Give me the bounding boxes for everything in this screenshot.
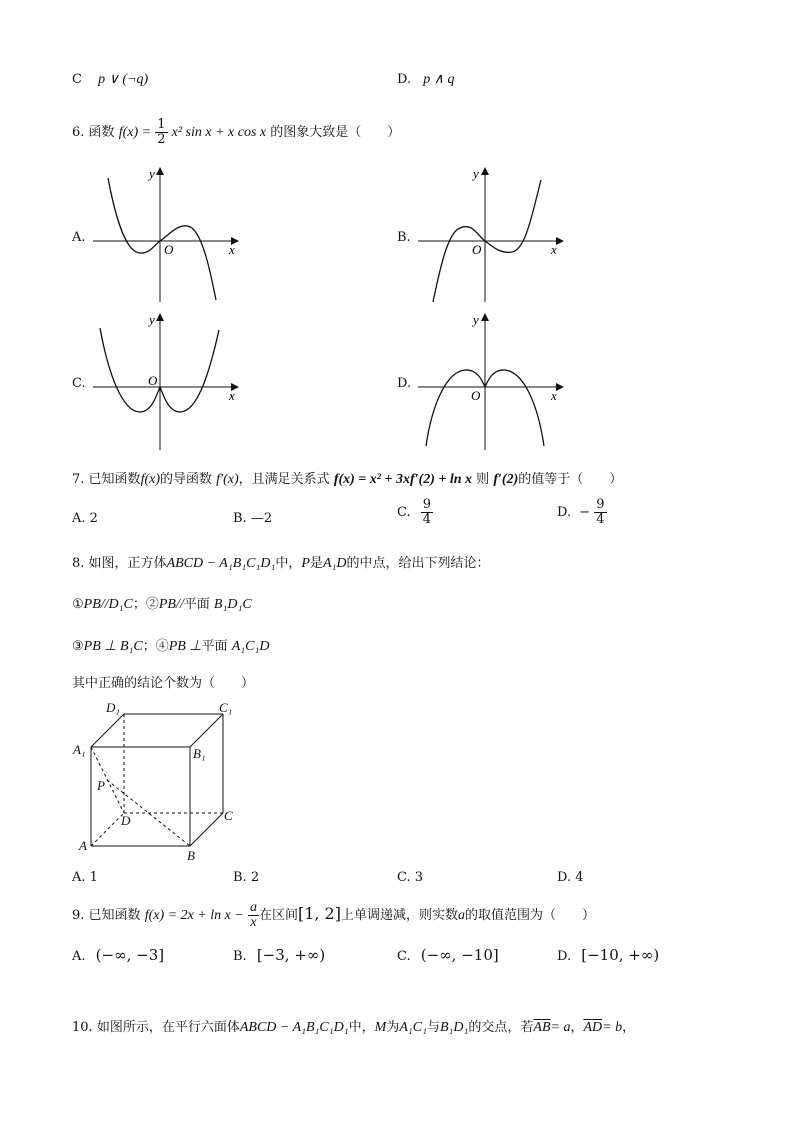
q10-vector-ab: $\overline{AB}$	[533, 1020, 551, 1035]
q7-text2: 的导函数	[160, 472, 213, 487]
q7-fx: f(x)	[140, 472, 160, 487]
q6-half-num: 1	[157, 117, 166, 132]
q10-end: ，	[622, 1020, 636, 1035]
q6-func-rhs: x² sin x + x cos x	[171, 125, 267, 140]
q10-text2: 中，	[348, 1020, 375, 1035]
vertex-b: B	[187, 848, 195, 863]
q7-option-a: A. 2	[72, 511, 98, 526]
y-label: y	[149, 312, 155, 327]
q9-interval: [1, 2]	[297, 904, 341, 923]
q7-option-d-sign: −	[579, 505, 591, 520]
q9-frac-num: a	[249, 900, 257, 915]
q7-text1: 已知函数	[88, 472, 141, 487]
q9-a: a	[457, 908, 465, 923]
q9-option-c-label: C.	[397, 949, 411, 964]
q6-graphs	[0, 0, 794, 460]
q7-option-d	[557, 498, 607, 527]
q7-option-c-fraction	[421, 498, 433, 527]
q9-number: 9.	[72, 908, 85, 923]
q7-fpx: f′(x)	[216, 472, 239, 487]
q9-option-d-value: [−10, +∞)	[581, 946, 660, 964]
q9-option-a	[72, 946, 164, 964]
y-label: y	[149, 166, 155, 181]
q6-prefix: 函数	[88, 125, 115, 140]
q8-c4-text: 平面	[201, 639, 228, 654]
q8-question: 其中正确的结论个数为（ ）	[72, 676, 255, 691]
q7-text3: ，且满足关系式	[238, 472, 330, 487]
q9-option-b	[233, 946, 325, 964]
edge-b1c1	[190, 714, 223, 747]
q8-c2-plane: B₁D₁C	[213, 597, 252, 612]
origin-label: O	[164, 242, 174, 257]
q6-half-den: 2	[157, 132, 166, 147]
x-label: x	[551, 388, 557, 403]
q8-stem	[72, 552, 489, 572]
q7-fp2: f′(2)	[493, 472, 519, 487]
q8-number: 8.	[72, 556, 85, 571]
vertex-d: D	[121, 813, 131, 828]
q6-option-a-label: A.	[72, 230, 86, 245]
q7-stem	[72, 468, 622, 488]
q8-conclusions-1-2	[72, 593, 252, 613]
q5-option-d-label: D.	[397, 72, 412, 87]
q8-c1-expr: PB//D₁C	[83, 597, 133, 612]
q9-option-c	[397, 946, 499, 964]
q8-cube-figure	[0, 690, 794, 865]
vertex-a1: A₁	[73, 742, 86, 757]
q7-option-d-num: 9	[596, 497, 605, 512]
q7-number: 7.	[72, 472, 85, 487]
q7-option-c-label: C.	[397, 505, 411, 520]
q10-stem	[72, 1016, 635, 1036]
q10-text3: 为	[386, 1020, 400, 1035]
curve-a	[108, 178, 216, 300]
q10-comma: ，	[570, 1020, 584, 1035]
q8-text4: 的中点，给出下列结论：	[346, 556, 490, 571]
q7-option-d-label: D.	[557, 505, 572, 520]
q8-c1-marker: ①	[72, 597, 84, 612]
q9-option-a-value: (−∞, −3]	[95, 946, 165, 964]
q10-number: 10.	[72, 1020, 93, 1035]
q7-relation: f(x) = x² + 3xf′(2) + ln x	[333, 472, 473, 487]
origin-label: O	[471, 388, 481, 403]
q9-option-b-value: [−3, +∞)	[256, 946, 326, 964]
q5-option-c-expr: p ∨ (¬q)	[98, 72, 149, 87]
vertex-b1: B₁	[193, 746, 206, 761]
vertex-a: A	[79, 838, 87, 853]
q8-c2-marker: ；②	[132, 597, 159, 612]
q7-text4: 则	[476, 472, 490, 487]
q10-text4: 与	[426, 1020, 440, 1035]
q7-option-c	[397, 498, 433, 527]
q7-option-d-den: 4	[596, 512, 605, 527]
q6-graph-d	[418, 312, 563, 450]
q8-c4-marker: ；④	[142, 639, 169, 654]
edge-a1d1	[91, 714, 124, 747]
q10-a1c1: A₁C₁	[399, 1020, 427, 1035]
q10-m: M	[374, 1020, 387, 1035]
q8-text1: 如图，正方体	[88, 556, 167, 571]
q10-eq2: = b	[602, 1020, 623, 1035]
q10-solid: ABCD − A₁B₁C₁D₁	[239, 1020, 349, 1035]
q9-text1: 已知函数	[88, 908, 141, 923]
q8-option-c: C. 3	[397, 870, 424, 885]
q6-number: 6.	[72, 125, 85, 140]
q8-c4-expr: PB ⊥	[168, 639, 202, 654]
y-label: y	[473, 312, 479, 327]
q9-text4: 的取值范围为（ ）	[464, 908, 595, 923]
vertex-d1: D₁	[106, 700, 120, 715]
q8-option-b: B. 2	[233, 870, 260, 885]
q10-b1d1: B₁D₁	[439, 1020, 469, 1035]
q6-graph-b	[418, 166, 563, 302]
origin-label: O	[148, 373, 158, 388]
q9-frac-den: x	[250, 915, 257, 930]
q8-cube: ABCD − A₁B₁C₁D₁	[166, 556, 276, 571]
q8-a1d: A₁D	[322, 556, 347, 571]
q6-option-d-label: D.	[397, 376, 412, 391]
q7-option-c-num: 9	[422, 497, 432, 512]
vertex-c: C	[224, 808, 233, 823]
q7-option-b: B. —2	[233, 511, 273, 526]
edge-ad	[91, 813, 124, 846]
q8-text3: 是	[309, 556, 323, 571]
q6-func-lhs: f(x) =	[118, 125, 152, 140]
q9-option-d-label: D.	[557, 949, 572, 964]
q9-option-d	[557, 946, 659, 964]
q8-text2: 中，	[275, 556, 302, 571]
q10-text5: 的交点，若	[468, 1020, 534, 1035]
y-label: y	[473, 166, 479, 181]
q6-graph-a	[93, 166, 238, 302]
q9-option-b-label: B.	[233, 949, 247, 964]
q9-stem	[72, 898, 595, 932]
q8-option-d: D. 4	[557, 870, 584, 885]
x-label: x	[551, 242, 557, 257]
q8-conclusions-3-4	[72, 635, 269, 655]
q8-option-a: A. 1	[72, 870, 98, 885]
q6-suffix: 的图象大致是（ ）	[270, 125, 401, 140]
q10-vector-ad: $\overline{AD}$	[583, 1020, 603, 1035]
q10-eq1: = a	[550, 1020, 571, 1035]
q9-text2: 在区间	[258, 908, 298, 923]
q6-graph-c	[93, 312, 238, 450]
q9-option-c-value: (−∞, −10]	[420, 946, 499, 964]
q8-c3-marker: ③	[72, 639, 84, 654]
q8-c2-text: 平面	[183, 597, 210, 612]
q9-fraction	[248, 901, 259, 930]
q7-option-d-fraction	[594, 498, 606, 527]
q8-p: P	[301, 556, 310, 571]
q8-c4-plane: A₁C₁D	[231, 639, 270, 654]
q7-text5: 的值等于（ ）	[518, 472, 623, 487]
q8-c2-expr: PB//	[158, 597, 184, 612]
vertex-c1: C₁	[219, 700, 233, 715]
q5-option-d-expr: p ∧ q	[423, 72, 455, 87]
q9-func-lhs: f(x) = 2x + ln x −	[144, 908, 244, 923]
q6-option-c-label: C.	[72, 376, 86, 391]
q7-option-c-den: 4	[422, 512, 432, 527]
x-label: x	[229, 388, 235, 403]
origin-label: O	[472, 242, 482, 257]
edge-bc	[190, 813, 223, 846]
q10-text1: 如图所示，在平行六面体	[96, 1020, 240, 1035]
q9-text3: 上单调递减，则实数	[340, 908, 458, 923]
q6-option-b-label: B.	[397, 230, 411, 245]
q9-option-a-label: A.	[72, 949, 86, 964]
x-label: x	[229, 242, 235, 257]
q8-c3-expr: PB ⊥ B₁C	[83, 639, 143, 654]
q5-option-c-label: C	[72, 72, 82, 87]
vertex-p: P	[97, 778, 105, 793]
